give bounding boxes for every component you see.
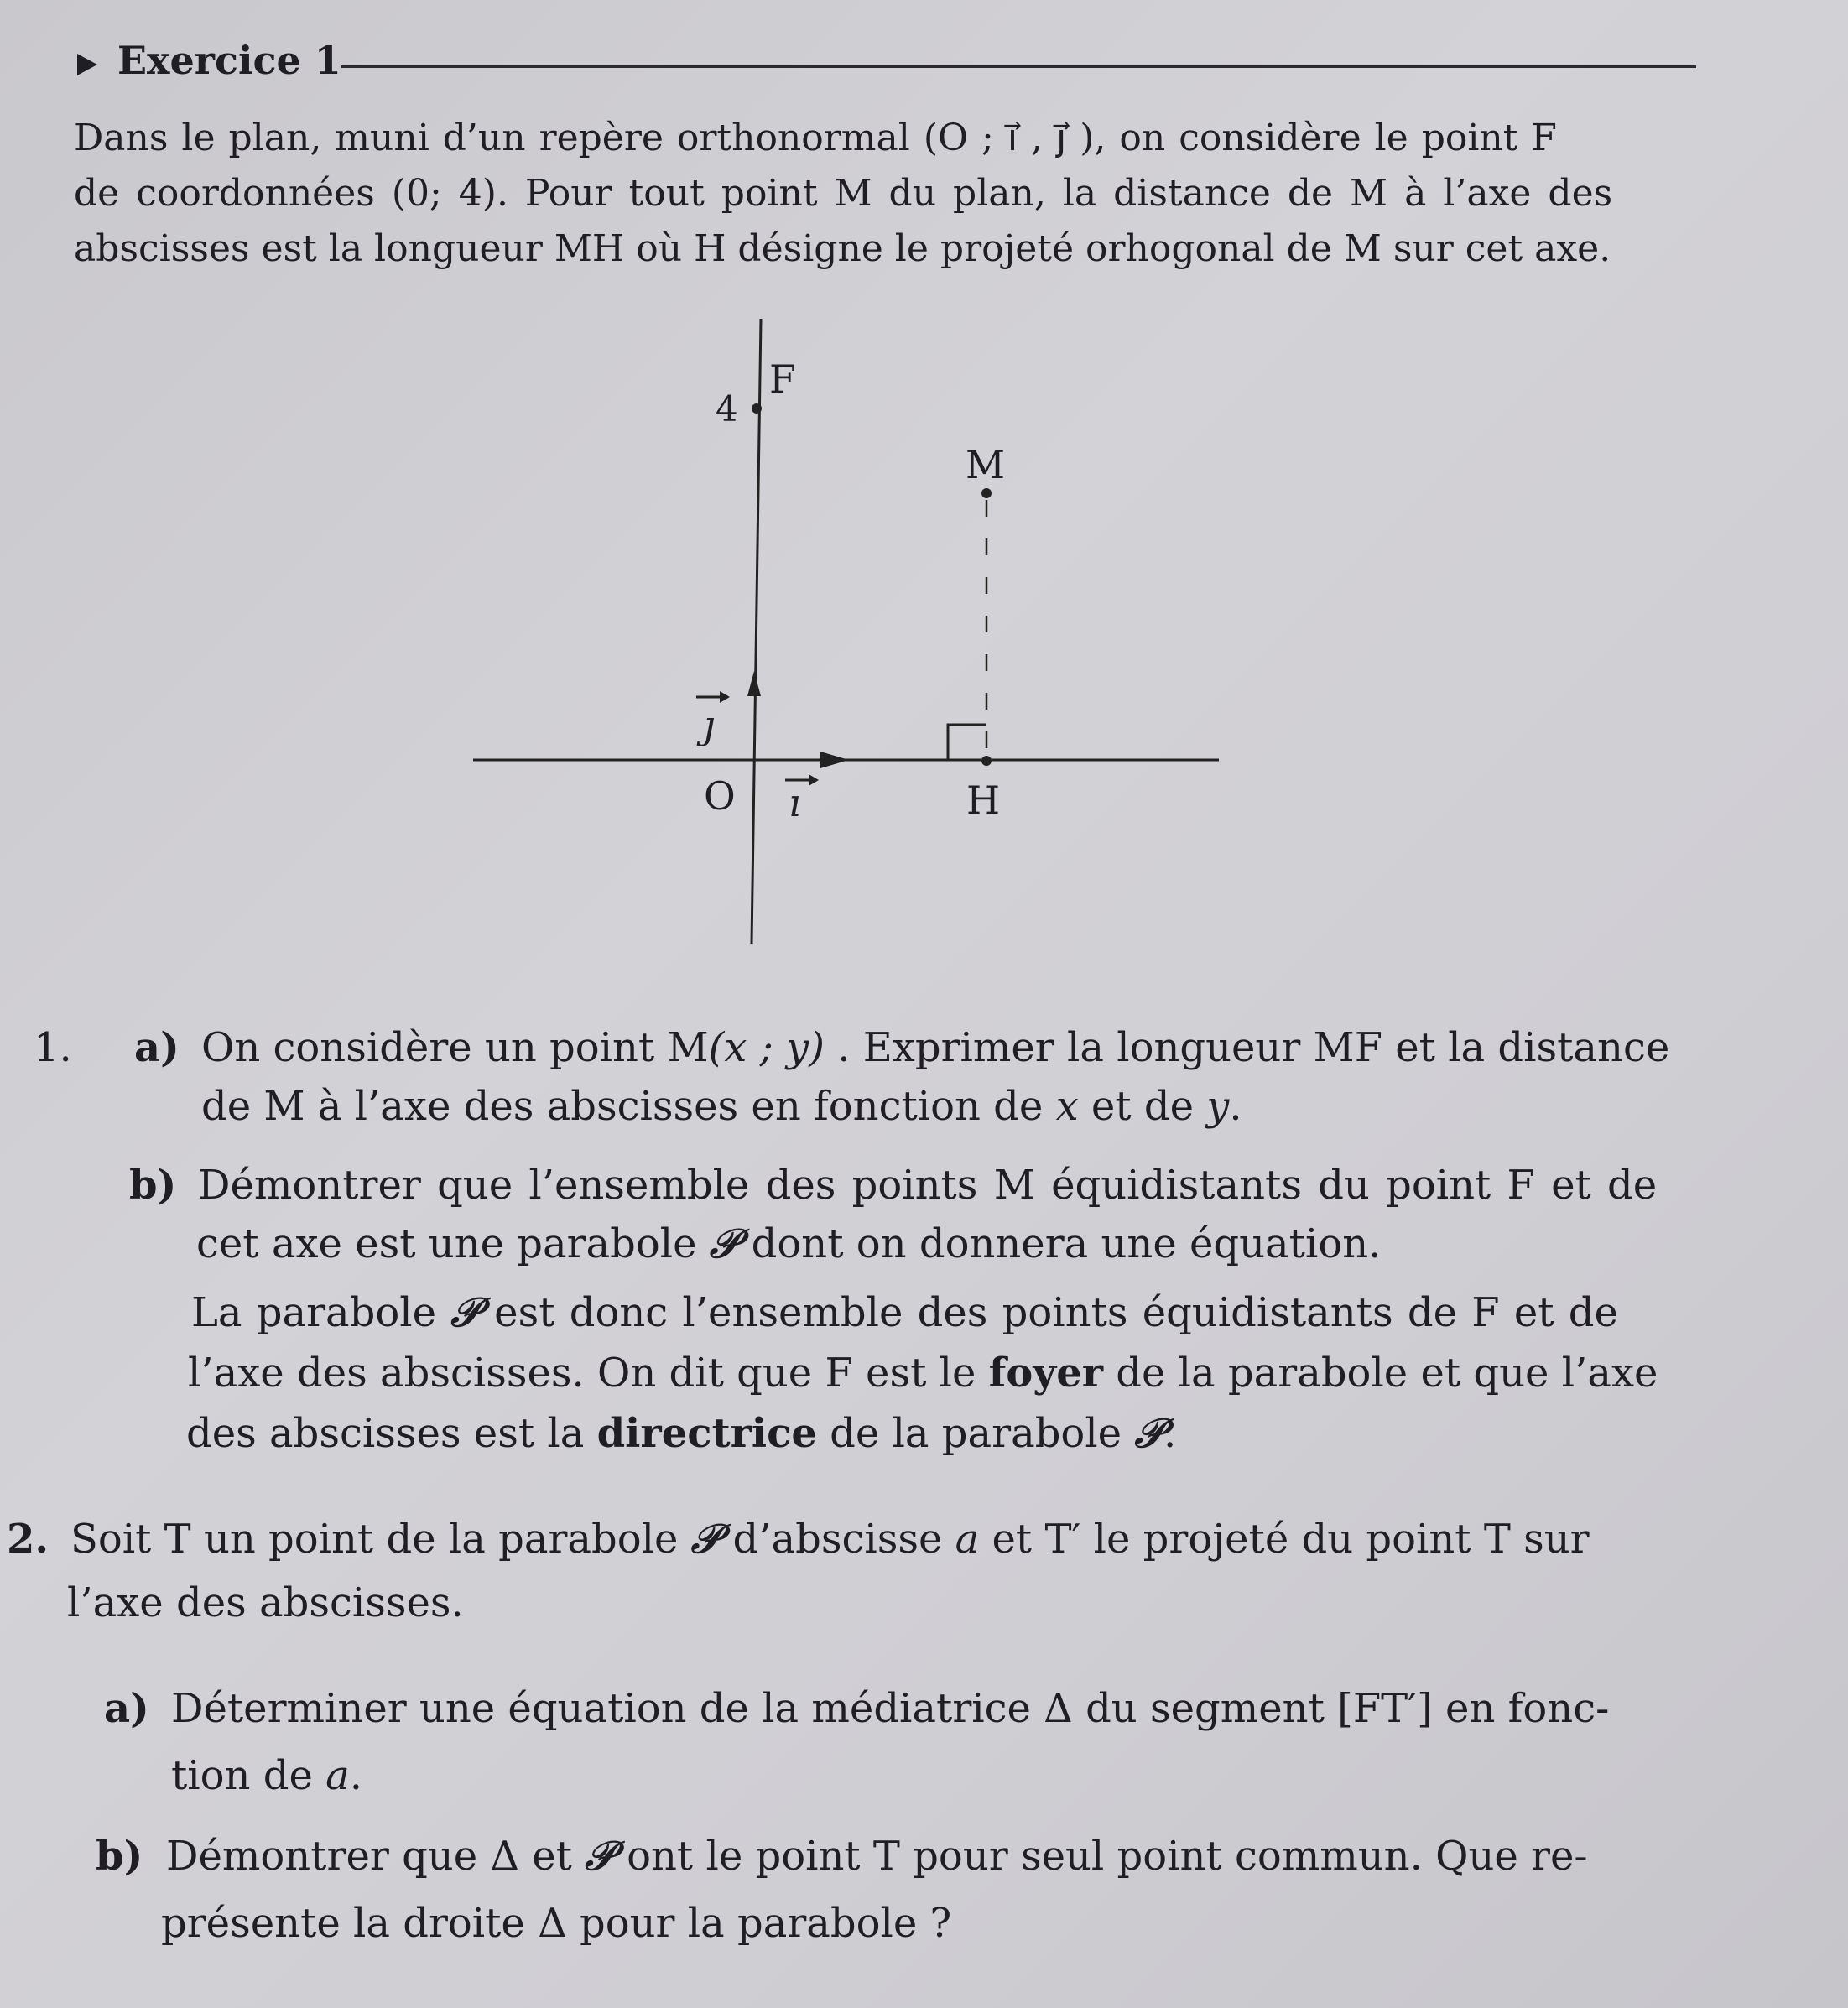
note-text: l’axe des abscisses. On dit que F est le [188, 1350, 989, 1397]
var-x: x [1055, 1083, 1079, 1130]
exercise-title: Exercice 1 [117, 38, 341, 83]
label-j: ȷ [703, 702, 716, 747]
point-H [981, 756, 992, 766]
q1b-text: dont on donnera une équation. [738, 1220, 1382, 1267]
point-F [752, 403, 762, 414]
note-text: de la parabole [816, 1410, 1135, 1457]
q1a-text: . [1229, 1083, 1242, 1130]
label-F: F [769, 356, 796, 402]
q2b-text: ont le point T pour seul point commun. Que re- [613, 1833, 1588, 1880]
q1b-label-text: b) [129, 1162, 177, 1209]
note-line-2 [188, 1342, 1658, 1404]
q2a-text: tion de [171, 1752, 326, 1799]
q1b-line-2 [196, 1213, 1381, 1275]
label-M: M [966, 442, 1006, 487]
i-label-arrowhead [809, 774, 819, 786]
q2-text: et T′ le projeté du point T sur [979, 1516, 1590, 1563]
label-O: O [704, 773, 736, 819]
q2b-line-1 [166, 1825, 1588, 1887]
q2-text: Soit T un point de la parabole [70, 1516, 691, 1563]
q2b-line-2: présente la droite Δ pour la parabole ? [161, 1900, 952, 1947]
intro-line-2: de coordonnées (0; 4). Pour tout point M du plan, la distance de M à l’axe des [74, 172, 1613, 215]
note-line-1 [191, 1282, 1618, 1344]
q2a-line-1: Déterminer une équation de la médiatrice Δ du segment [FT′] en fonc- [171, 1685, 1610, 1732]
q1a-label [134, 1017, 180, 1079]
q2b-text: Démontrer que Δ et [166, 1833, 586, 1880]
q2a-label-text: a) [104, 1685, 149, 1732]
q2b-label-text: b) [96, 1833, 143, 1880]
q1a-label-text: a) [134, 1024, 180, 1071]
q2b-label [96, 1825, 143, 1887]
q1b-line-1: Démontrer que l’ensemble des points M équidistants du point F et de [198, 1162, 1658, 1209]
q1a-text: On considère un point M [201, 1024, 709, 1071]
note-text: La parabole [191, 1289, 451, 1336]
frame-notation: (O ; i⃗ , j⃗ ) [923, 117, 1095, 159]
parabola-symbol: 𝒫 [1134, 1410, 1163, 1457]
note-line-3 [186, 1402, 1176, 1464]
note-text: . [1163, 1410, 1177, 1457]
intro-line-3: abscisses est la longueur MH où H désigne le projeté orhogonal de M sur cet axe. [74, 227, 1611, 270]
parabola-symbol: 𝒫 [450, 1289, 480, 1336]
label-H: H [966, 778, 1001, 823]
parabola-symbol: 𝒫 [585, 1833, 614, 1880]
q1a-line-1 [201, 1017, 1669, 1079]
note-text: est donc l’ensemble des points équidistants de F et de [479, 1289, 1618, 1336]
q2-line-1 [70, 1508, 1590, 1570]
var-a: a [325, 1752, 350, 1799]
q2-line-2: l’axe des abscisses. [67, 1579, 464, 1626]
q1b-text: cet axe est une parabole [196, 1220, 710, 1267]
intro-text: , on considère le point F [1094, 117, 1557, 159]
label-i: ı [789, 780, 801, 825]
q1a-line-2 [201, 1075, 1242, 1137]
q1-number: 1. [34, 1024, 72, 1071]
q1a-text: . Exprimer la longueur MF et la distance [824, 1024, 1670, 1071]
triangle-bullet-icon [77, 54, 97, 75]
term-foyer: foyer [988, 1350, 1104, 1397]
term-directrice: directrice [596, 1410, 817, 1457]
parabola-symbol: 𝒫 [709, 1220, 739, 1267]
intro-line-1 [74, 111, 1626, 166]
q1b-label [129, 1154, 176, 1216]
point-M-coords: (x ; y) [708, 1024, 825, 1071]
q2-number [7, 1508, 49, 1570]
parabola-symbol: 𝒫 [690, 1516, 721, 1563]
coordinate-figure [453, 302, 1233, 956]
var-a: a [955, 1516, 980, 1563]
j-vector-arrowhead [747, 671, 761, 696]
j-label-arrowhead [720, 691, 730, 703]
q1a-text: de M à l’axe des abscisses en fonction de [201, 1083, 1056, 1130]
i-vector-arrowhead [820, 752, 849, 768]
q1a-text: et de [1078, 1083, 1207, 1130]
point-M [981, 488, 992, 498]
q2-text: d’abscisse [720, 1516, 955, 1563]
note-text: de la parabole et que l’axe [1103, 1350, 1658, 1397]
right-angle-marker [948, 725, 986, 760]
q2a-line-2 [171, 1745, 362, 1807]
label-4: 4 [716, 388, 738, 429]
q2-number-text: 2. [7, 1516, 49, 1563]
exercise-header [77, 35, 1629, 86]
q2a-text: . [349, 1752, 362, 1799]
intro-text: Dans le plan, muni d’un repère orthonormal [74, 117, 924, 159]
var-y: y [1206, 1083, 1230, 1130]
header-rule [341, 65, 1696, 68]
note-text: des abscisses est la [186, 1410, 597, 1457]
intro-paragraph [74, 111, 1626, 277]
q2a-label [104, 1678, 149, 1740]
